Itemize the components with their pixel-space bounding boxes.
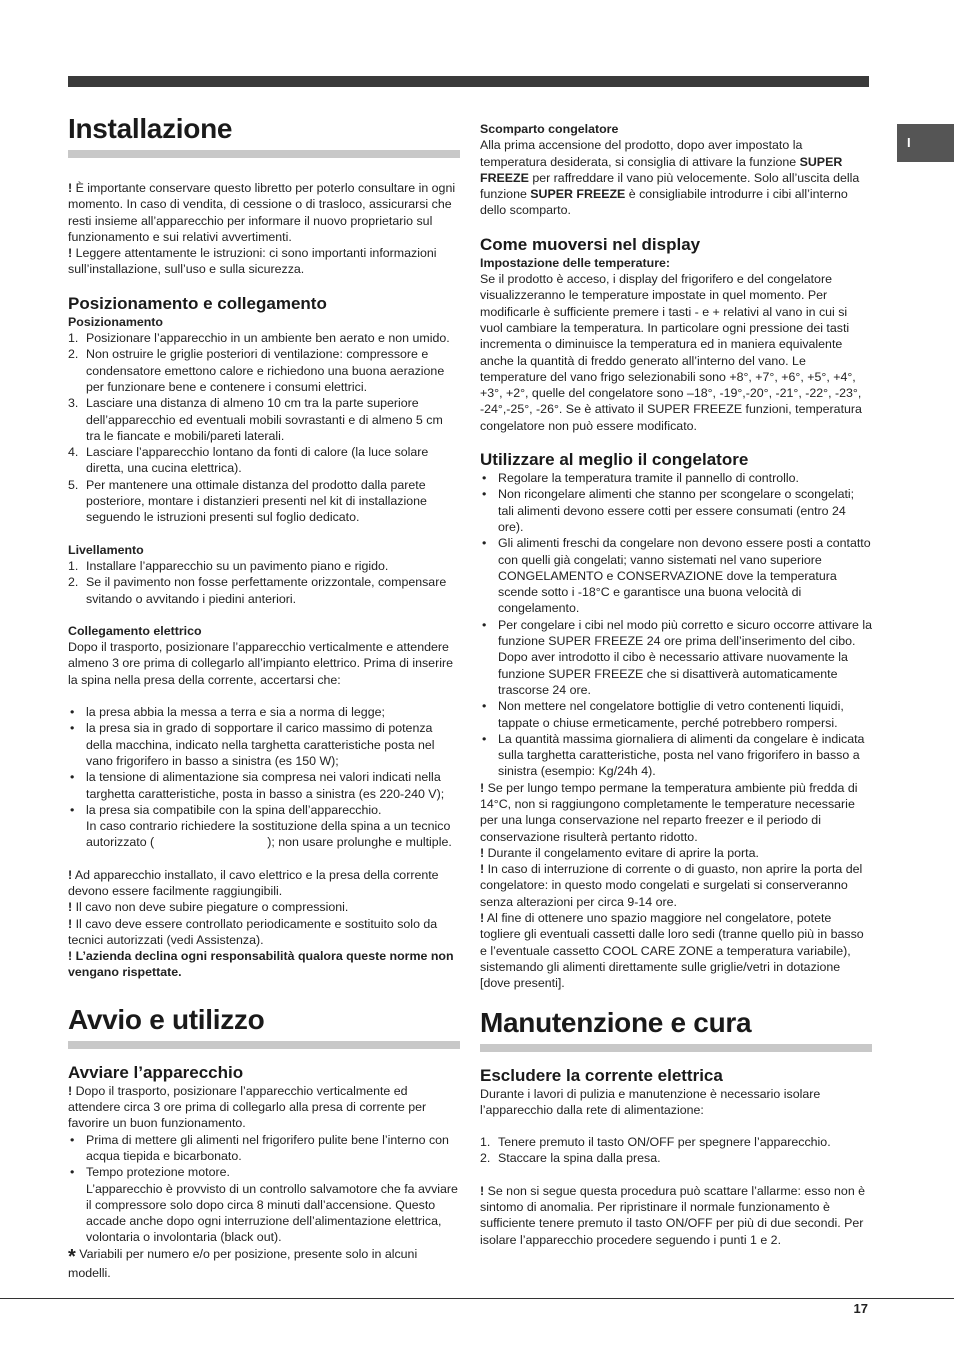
intro-paragraph-2: ! Leggere attentamente le istruzioni: ci sono importanti informazioni sull’installazione, sull’uso e sulla sicurezza. [68, 246, 437, 277]
list-item: • la presa abbia la messa a terra e sia a norma di legge; [68, 704, 460, 720]
list-item: 1. Installare l’apparecchio su un pavimento piano e rigido. [68, 558, 389, 573]
warning-1: ! Ad apparecchio installato, il cavo elettrico e la presa della corrente devono essere facilmente raggiungibili. [68, 867, 439, 898]
list-item: • Non mettere nel congelatore bottiglie di vetro contenenti liquidi, tappate o chiuse ermeticamente, perché potrebbero rompersi. [480, 698, 872, 731]
heading-display: Come muoversi nel display [480, 234, 701, 254]
subheading-scomparto: Scomparto congelatore [480, 122, 619, 136]
congelatore-list [480, 470, 872, 780]
warning-2: ! Il cavo non deve subire piegature o compressioni. [68, 900, 349, 915]
left-column [68, 112, 460, 1281]
subheading-posizionamento: Posizionamento [68, 314, 164, 329]
posizionamento-list [68, 330, 460, 526]
section-title-installazione: Installazione [68, 112, 460, 158]
page-number: 17 [853, 1301, 868, 1316]
subheading-temperature: Impostazione delle temperature: [480, 255, 671, 270]
list-item: • Non ricongelare alimenti che stanno per scongelare o scongelati; tali alimenti devono essere cotti per essere consumati (entro 24 ore). [480, 486, 872, 535]
list-item: • la tensione di alimentazione sia compresa nei valori indicati nella targhetta caratteristiche, posta in basso a sinistra (es 220-240 V); [68, 769, 460, 802]
warning-bold: ! L’azienda declina ogni responsabilità qualora queste norme non vengano rispettate. [68, 949, 454, 980]
list-item: • Tempo protezione motore. [68, 1164, 460, 1180]
section-title-avvio: Avvio e utilizzo [68, 1003, 460, 1049]
list-item: • Prima di mettere gli alimenti nel frigorifero pulite bene l’interno con acqua tiepida e bicarbonato. [68, 1132, 460, 1165]
list-item: 5. Per mantenere una ottimale distanza del prodotto dalla parete posteriore, montare i distanzieri presenti nel kit di installazione seguendo le istruzioni presenti sul foglio dedicato. [68, 477, 427, 525]
congelatore-note-2: ! Durante il congelamento evitare di aprire la porta. [480, 845, 759, 860]
section-title-manutenzione: Manutenzione e cura [480, 1006, 872, 1052]
congelatore-note-1: ! Se per lungo tempo permane la temperatura ambiente più fredda di 14°C, non si raggiungono completamente le temperature necessarie per una lunga conservazione nel reparto freezer e il periodo di conservazione risulterà pertanto ridotto. [480, 780, 858, 844]
congelatore-note-3: ! In caso di interruzione di corrente o di guasto, non aprire la porta del congelatore: in questo modo congelati e surgelati si conserveranno senza alterazioni per circa 9-14 ore. [480, 862, 863, 909]
list-item: 3. Lasciare una distanza di almeno 10 cm tra la parte superiore dell’apparecchio ed eventuali mobili sovrastanti e di almeno 5 cm tra le fiancate e mobili/pareti laterali. [68, 396, 443, 443]
list-item: • la presa sia compatibile con la spina dell’apparecchio. [68, 802, 460, 818]
top-bar [68, 76, 869, 87]
right-column [480, 121, 872, 1248]
heading-escludere: Escludere la corrente elettrica [480, 1065, 723, 1085]
heading-avviare: Avviare l’apparecchio [68, 1062, 244, 1082]
subheading-livellamento: Livellamento [68, 542, 144, 557]
list-item: • Regolare la temperatura tramite il pannello di controllo. [480, 470, 872, 486]
list-item: 1. Posizionare l’apparecchio in un ambiente ben aerato e non umido. [68, 331, 450, 346]
subheading-collegamento-elettrico: Collegamento elettrico [68, 623, 202, 638]
escludere-paragraph: Durante i lavori di pulizia e manutenzione è necessario isolare l’apparecchio dalla rete di alimentazione: [480, 1086, 821, 1117]
warning-3: ! Il cavo deve essere controllato periodicamente e sostituito solo da tecnici autorizzati (vedi Assistenza). [68, 916, 438, 947]
collegamento-note: In caso contrario richiedere la sostituzione della spina a un tecnico autorizzato ( ); non usare prolunghe e multiple. [86, 819, 452, 850]
heading-posizionamento-collegamento: Posizionamento e collegamento [68, 293, 327, 313]
avviare-list [68, 1132, 460, 1181]
footer-rule [0, 1298, 954, 1299]
list-item: • la presa sia in grado di sopportare il carico massimo di potenza della macchina, indicato nella targhetta caratteristiche posta nel vano frigorifero in basso a sinistra (es 150 W); [68, 720, 460, 769]
list-item: 2. Staccare la spina dalla presa. [480, 1151, 661, 1166]
list-item: • Per congelare i cibi nel modo più corretto e sicuro occorre attivare la funzione SUPER FREEZE 24 ore prima dell’inserimento del cibo. Dopo aver introdotto il cibo è necessario attivare nuovamente la funzione SUPER FREEZE che si disattiverà automaticamente trascorse 24 ore. [480, 617, 872, 698]
list-item: 4. Lasciare l’apparecchio lontano da fonti di calore (la luce solare diretta, una cucina elettrica). [68, 445, 429, 476]
list-item: 2. Se il pavimento non fosse perfettamente orizzontale, compensare svitando o avvitando i piedini anteriori. [68, 575, 447, 606]
collegamento-paragraph: Dopo il trasporto, posizionare l’apparecchio verticalmente e attendere almeno 3 ore prima di collegarlo all’impianto elettrico. Prima di inserire la spina nella presa della corrente, accertarsi che: [68, 640, 453, 687]
list-item: • La quantità massima giornaliera di alimenti da congelare è indicata sulla targhetta caratteristiche, posta nel vano frigorifero in basso a sinistra (esempio: Kg/24h 4). [480, 731, 872, 780]
display-paragraph: Se il prodotto è acceso, i display del frigorifero e del congelatore visualizzeranno le temperature impostate in quel momento. Per modificarle è sufficiente premere i tasti - e + relativi al vano in cui si vuol cambiare la temperatura. In particolare ogni pressione dei tasti incrementa o diminuisce la temperatura ed in maniera equivalente anche la quantità di freddo generato all’interno del vano. Le temperature del vano frigo selezionabili sono +8°, +7°, +6°, +5°, +4°, +3°, +2°, quelle del congelatore sono –18°, -19°,-20°, -21°, -22°, -23°, -24°,-25°, -26°. Se è attivato il SUPER FREEZE funzioni, temperatura congelatore non può essere modificato. [480, 272, 862, 433]
heading-congelatore: Utilizzare al meglio il congelatore [480, 450, 749, 470]
avviare-paragraph: ! Dopo il trasporto, posizionare l’apparecchio verticalmente ed attendere circa 3 ore prima di collegarlo alla presa di corrente per favorire un buon funzionamento. [68, 1083, 427, 1131]
list-item: • Gli alimenti freschi da congelare non devono essere posti a contatto con quelli già congelati; vanno sistemati nel vano superiore CONGELAMENTO e CONSERVAZIONE dove la temperatura scende sotto i -18°C e garantisce una buona velocità di congelamento. [480, 535, 872, 616]
livellamento-list [68, 558, 460, 607]
avviare-extra: L’apparecchio è provvisto di un controllo salvamotore che fa avviare il compressore solo dopo circa 8 minuti dall’accensione. Questo accade anche dopo ogni interruzione dell’alimentazione elettrica, volontaria o involontaria (black out). [86, 1181, 458, 1245]
collegamento-list [68, 704, 460, 818]
list-item: 1. Tenere premuto il tasto ON/OFF per spegnere l’apparecchio. [480, 1135, 831, 1150]
congelatore-note-4: ! Al fine di ottenere uno spazio maggiore nel congelatore, potete togliere gli eventuali cassetti dalle loro sedi (tranne quello più in basso e l’eventuale cassetto COOL CARE ZONE a temperatura variabile), sistemando gli alimenti direttamente sulle griglie/vetri in dotazione [dove presenti]. [480, 911, 864, 991]
intro-paragraph-1: ! È importante conservare questo libretto per poterlo consultare in ogni momento. In caso di vendita, di cessione o di trasloco, assicurarsi che resti insieme all’apparecchio per informare il nuovo proprietario sul funzionamento e sui relativi avvertimenti. [68, 181, 456, 244]
footnote: * Variabili per numero e/o per posizione, presente solo in alcuni modelli. [68, 1245, 418, 1281]
list-item: 2. Non ostruire le griglie posteriori di ventilazione: compressore e condensatore emettono calore e richiedono una buona aerazione per funzionare bene e contenere i consumi elettrici. [68, 347, 445, 394]
escludere-note: ! Se non si segue questa procedura può scattare l’allarme: esso non è sintomo di anomalia. Per ripristinare il normale funzionamento è sufficiente tenere premuto il tasto ON/OFF per più di due secondi. Per isolare l’apparecchio procedere seguendo i punti 1 e 2. [480, 1183, 866, 1247]
scomparto-paragraph: Alla prima accensione del prodotto, dopo aver impostato la temperatura desiderata, si consiglia di attivare la funzione SUPER FREEZE per raffreddare il vano più velocemente. Solo all’uscita della funzione SUPER FREEZE è consigliabile introdurre i cibi all’interno dello scomparto. [480, 138, 860, 218]
language-tab: I [897, 124, 954, 162]
escludere-list [480, 1134, 872, 1167]
